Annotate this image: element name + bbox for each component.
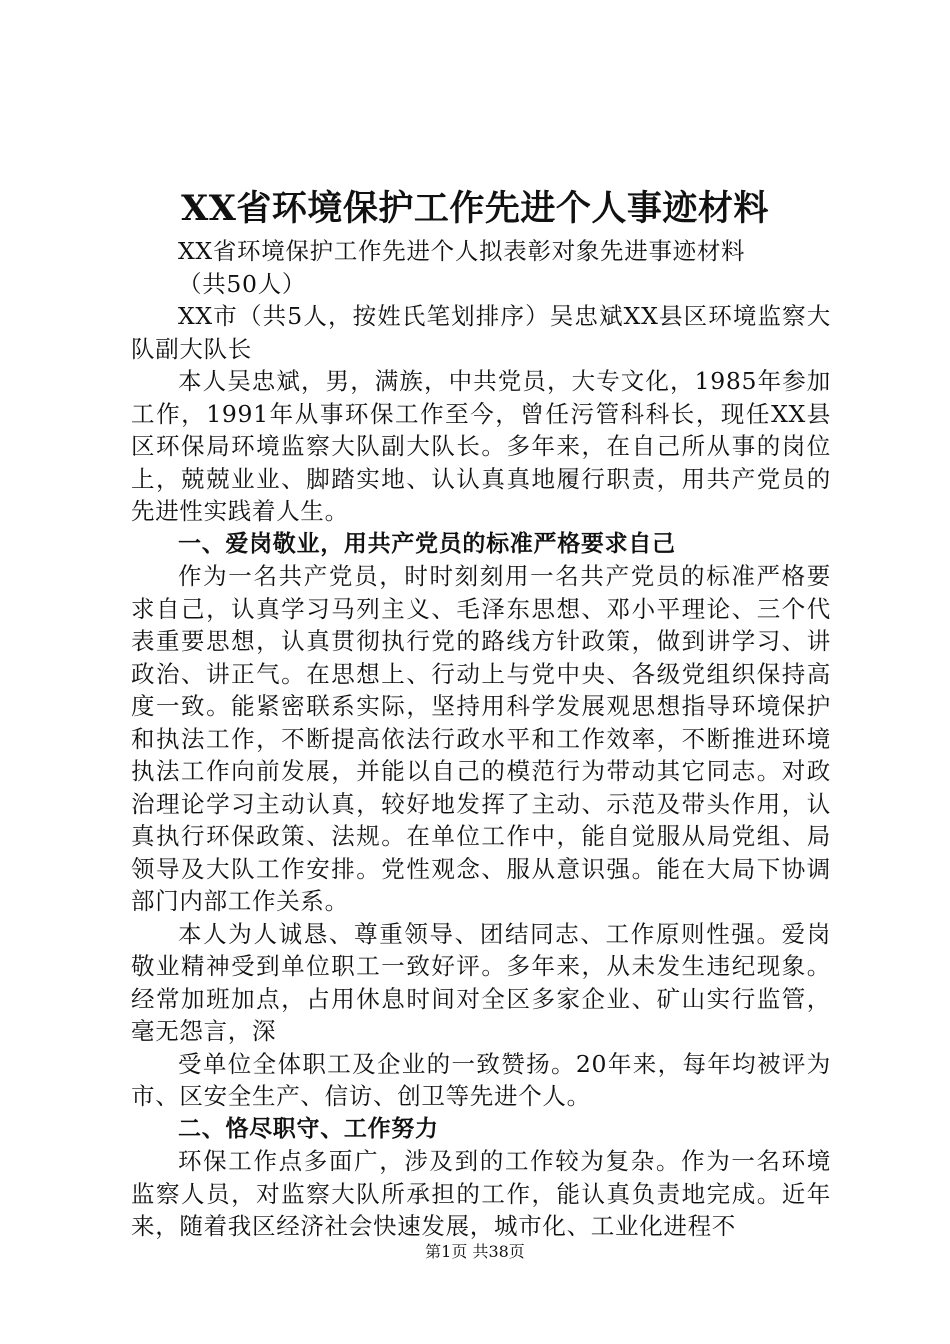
document-body bbox=[131, 235, 831, 1243]
city-nominee-paragraph: XX市（共5人，按姓氏笔划排序）吴忠斌XX县区环境监察大队副大队长 bbox=[131, 302, 831, 363]
section-heading-1: 一、爱岗敬业，用共产党员的标准严格要求自己 bbox=[178, 530, 676, 557]
count-paragraph: （共50人） bbox=[178, 269, 307, 298]
body-paragraph: 环保工作点多面广，涉及到的工作较为复杂。作为一名环境监察人员，对监察大队所承担的工作，能认真负责地完成。近年来，随着我区经济社会快速发展，城市化、工业化进程不 bbox=[131, 1147, 831, 1240]
body-paragraph: 受单位全体职工及企业的一致赞扬。20年来，每年均被评为市、区安全生产、信访、创卫等先进个人。 bbox=[131, 1049, 831, 1110]
body-paragraph: 作为一名共产党员，时时刻刻用一名共产党员的标准严格要求自己，认真学习马列主义、毛泽东思想、邓小平理论、三个代表重要思想，认真贯彻执行党的路线方针政策，做到讲学习、讲政治、讲正气。在思想上、行动上与党中央、各级党组织保持高度一致。能紧密联系实际，坚持用科学发展观思想指导环境保护和执法工作，不断提高依法行政水平和工作效率，不断推进环境执法工作向前发展，并能以自己的模范行为带动其它同志。对政治理论学习主动认真，较好地发挥了主动、示范及带头作用，认真执行环保政策、法规。在单位工作中，能自觉服从局党组、局领导及大队工作安排。党性观念、服从意识强。能在大局下协调部门内部工作关系。 bbox=[131, 562, 831, 915]
subtitle-paragraph: XX省环境保护工作先进个人拟表彰对象先进事迹材料 bbox=[178, 237, 746, 265]
page-title: XX省环境保护工作先进个人事迹材料 bbox=[181, 188, 769, 229]
page-footer: 第1页 共38页 bbox=[425, 1242, 525, 1261]
section-heading-2: 二、恪尽职守、工作努力 bbox=[178, 1115, 439, 1142]
body-paragraph: 本人为人诚恳、尊重领导、团结同志、工作原则性强。爱岗敬业精神受到单位职工一致好评。多年来，从未发生违纪现象。经常加班加点，占用休息时间对全区多家企业、矿山实行监管，毫无怨言，深 bbox=[131, 919, 831, 1045]
intro-paragraph: 本人吴忠斌，男，满族，中共党员，大专文化，1985年参加工作，1991年从事环保工作至今，曾任污管科科长，现任XX县区环保局环境监察大队副大队长。多年来，在自己所从事的岗位上，兢兢业业、脚踏实地、认认真真地履行职责，用共产党员的先进性实践着人生。 bbox=[131, 367, 831, 525]
